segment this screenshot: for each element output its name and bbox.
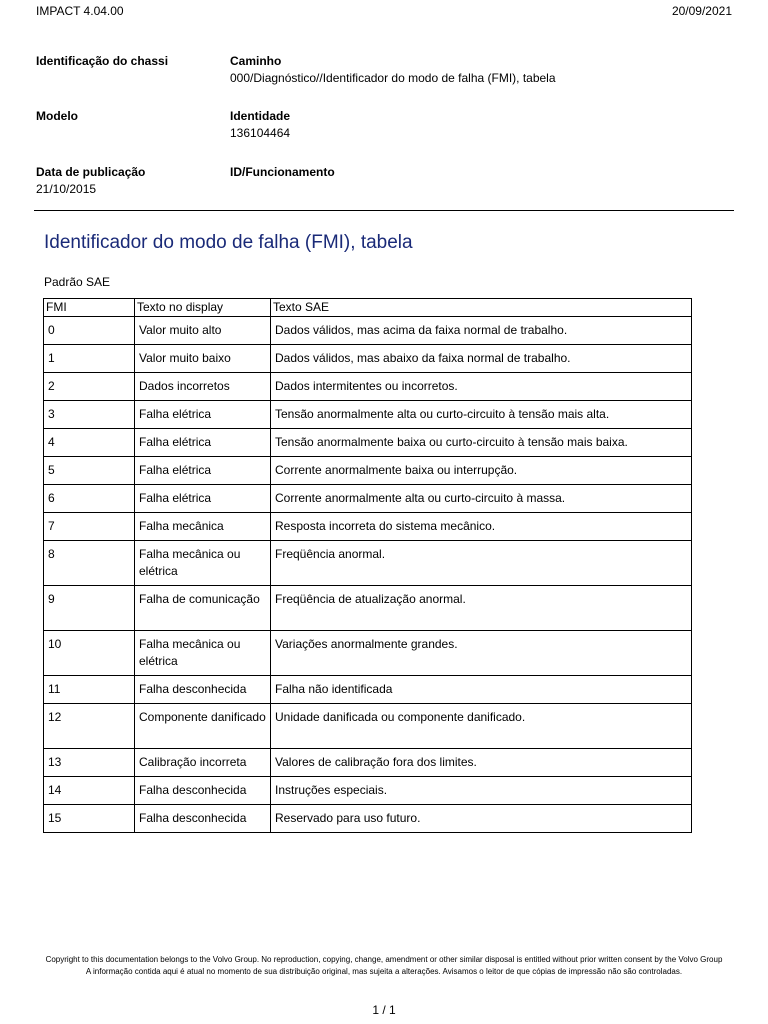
- table-row: [44, 676, 692, 704]
- table-row: [44, 586, 692, 631]
- table-row: [44, 777, 692, 805]
- table-row: [44, 704, 692, 749]
- display-text: Falha de comunicação: [135, 586, 271, 631]
- sae-text: Freqüência de atualização anormal.: [271, 586, 692, 631]
- print-date: 20/09/2021: [671, 4, 732, 18]
- sae-text: Variações anormalmente grandes.: [271, 631, 692, 676]
- table-row: [44, 401, 692, 429]
- table-row: [44, 631, 692, 676]
- table-row: [44, 317, 692, 345]
- table-row: [44, 429, 692, 457]
- col-header-fmi: FMI: [44, 299, 135, 317]
- display-text: Dados incorretos: [135, 373, 271, 401]
- sae-text: Corrente anormalmente alta ou curto-circuito à massa.: [271, 485, 692, 513]
- display-text: Valor muito baixo: [135, 345, 271, 373]
- fmi-code: 7: [44, 513, 135, 541]
- display-text: Falha desconhecida: [135, 777, 271, 805]
- display-text: Falha desconhecida: [135, 676, 271, 704]
- header-divider: [34, 210, 734, 211]
- path-value: 000/Diagnóstico//Identificador do modo de falha (FMI), tabela: [230, 71, 556, 85]
- display-text: Falha mecânica ou elétrica: [135, 631, 271, 676]
- fmi-code: 6: [44, 485, 135, 513]
- table-row: [44, 485, 692, 513]
- fmi-code: 0: [44, 317, 135, 345]
- fmi-code: 14: [44, 777, 135, 805]
- fmi-code: 4: [44, 429, 135, 457]
- display-text: Falha elétrica: [135, 429, 271, 457]
- display-text: Falha mecânica: [135, 513, 271, 541]
- table-row: [44, 541, 692, 586]
- model-label: Modelo: [36, 109, 78, 123]
- distribution-notice: A informação contida aqui é atual no momento de sua distribuição original, mas sujeita a alterações. Avisamos o leitor de que cópias de impressão não são controladas.: [85, 967, 683, 976]
- table-row: [44, 345, 692, 373]
- fmi-code: 5: [44, 457, 135, 485]
- identity-label: Identidade: [230, 109, 291, 123]
- sae-text: Dados válidos, mas abaixo da faixa normal de trabalho.: [271, 345, 692, 373]
- app-version: IMPACT 4.04.00: [36, 4, 124, 18]
- table-row: [44, 805, 692, 833]
- section-subtitle: Padrão SAE: [44, 275, 111, 289]
- sae-text: Valores de calibração fora dos limites.: [271, 749, 692, 777]
- table-row: [44, 457, 692, 485]
- display-text: Componente danificado: [135, 704, 271, 749]
- fmi-code: 8: [44, 541, 135, 586]
- col-header-display-text: Texto no display: [135, 299, 271, 317]
- fmi-code: 12: [44, 704, 135, 749]
- display-text: Valor muito alto: [135, 317, 271, 345]
- page-number: 1 / 1: [372, 1003, 396, 1017]
- sae-text: Resposta incorreta do sistema mecânico.: [271, 513, 692, 541]
- path-label: Caminho: [230, 54, 282, 68]
- sae-text: Dados intermitentes ou incorretos.: [271, 373, 692, 401]
- sae-text: Freqüência anormal.: [271, 541, 692, 586]
- display-text: Falha elétrica: [135, 401, 271, 429]
- table-row: [44, 513, 692, 541]
- fmi-table: [43, 298, 692, 833]
- fmi-code: 3: [44, 401, 135, 429]
- copyright-notice: Copyright to this documentation belongs to the Volvo Group. No reproduction, copying, change, amendment or other similar disposal is entitled without prior written consent by the Volvo Group: [45, 955, 723, 964]
- sae-text: Tensão anormalmente baixa ou curto-circuito à tensão mais baixa.: [271, 429, 692, 457]
- table-row: [44, 749, 692, 777]
- fmi-code: 1: [44, 345, 135, 373]
- sae-text: Unidade danificada ou componente danificado.: [271, 704, 692, 749]
- sae-text: Tensão anormalmente alta ou curto-circuito à tensão mais alta.: [271, 401, 692, 429]
- col-header-sae-text: Texto SAE: [271, 299, 692, 317]
- display-text: Falha elétrica: [135, 457, 271, 485]
- identity-value: 136104464: [230, 126, 291, 140]
- sae-text: Instruções especiais.: [271, 777, 692, 805]
- chassis-label: Identificação do chassi: [36, 54, 169, 68]
- copyright-footer: [30, 954, 738, 978]
- fmi-code: 11: [44, 676, 135, 704]
- display-text: Falha desconhecida: [135, 805, 271, 833]
- display-text: Falha mecânica ou elétrica: [135, 541, 271, 586]
- table-header-row: [44, 299, 692, 317]
- page-title: Identificador do modo de falha (FMI), tabela: [44, 232, 413, 253]
- fmi-code: 10: [44, 631, 135, 676]
- display-text: Calibração incorreta: [135, 749, 271, 777]
- function-label: ID/Funcionamento: [230, 165, 335, 179]
- sae-text: Falha não identificada: [271, 676, 692, 704]
- sae-text: Reservado para uso futuro.: [271, 805, 692, 833]
- fmi-code: 13: [44, 749, 135, 777]
- fmi-code: 2: [44, 373, 135, 401]
- pubdate-label: Data de publicação: [36, 165, 146, 179]
- sae-text: Corrente anormalmente baixa ou interrupção.: [271, 457, 692, 485]
- fmi-code: 9: [44, 586, 135, 631]
- pubdate-value: 21/10/2015: [36, 182, 97, 196]
- sae-text: Dados válidos, mas acima da faixa normal de trabalho.: [271, 317, 692, 345]
- table-row: [44, 373, 692, 401]
- fmi-code: 15: [44, 805, 135, 833]
- display-text: Falha elétrica: [135, 485, 271, 513]
